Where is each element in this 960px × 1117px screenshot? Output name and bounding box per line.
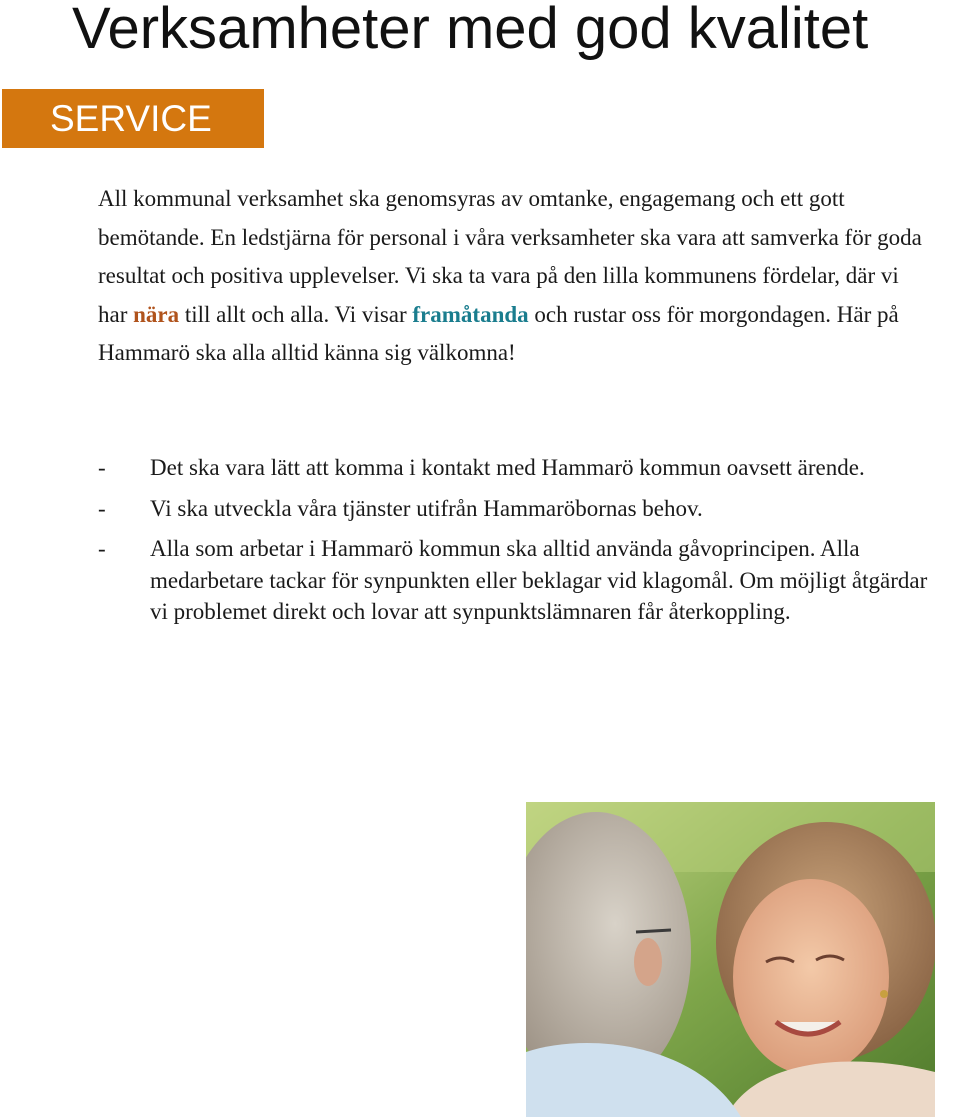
list-item-text: Det ska vara lätt att komma i kontakt med Hammarö kommun oavsett ärende. bbox=[150, 455, 865, 480]
highlight-word-framatanda: framåtanda bbox=[412, 301, 529, 327]
list-item bbox=[98, 452, 938, 484]
list-dash: - bbox=[98, 495, 106, 521]
list-item bbox=[98, 533, 938, 628]
highlight-word-nara: nära bbox=[133, 301, 180, 327]
goal-list bbox=[98, 452, 938, 637]
photo-illustration bbox=[526, 802, 935, 1117]
list-item-text: Vi ska utveckla våra tjänster utifrån Hammaröbornas behov. bbox=[150, 495, 703, 521]
photo-elderly-couple bbox=[526, 802, 935, 1117]
list-dash: - bbox=[98, 455, 106, 480]
list-item bbox=[98, 493, 938, 525]
intro-text-3: och rustar oss för morgondagen. Här på Hammarö ska alla alltid känna sig välkomna! bbox=[98, 301, 899, 365]
section-banner: SERVICE bbox=[2, 89, 264, 148]
intro-text-2: till allt och alla. Vi visar bbox=[179, 301, 413, 327]
list-dash: - bbox=[98, 536, 106, 561]
intro-text-1: All kommunal verksamhet ska genomsyras av omtanke, engagemang och ett gott bemötande. En ledstjärna för personal i våra verksamheter ska vara att samverka för goda resultat och positiva upplevelser. Vi ska ta vara på den lilla kommunens fördelar, där vi har bbox=[98, 186, 922, 327]
page-title: Verksamheter med god kvalitet bbox=[72, 0, 869, 61]
list-item-text: Alla som arbetar i Hammarö kommun ska alltid använda gåvoprincipen. Alla medarbetare tackar för synpunkten eller beklagar vid klagomål. Om möjligt åtgärdar vi problemet direkt och lovar att synpunktslämnaren får återkoppling. bbox=[150, 536, 928, 624]
intro-paragraph bbox=[98, 180, 933, 373]
